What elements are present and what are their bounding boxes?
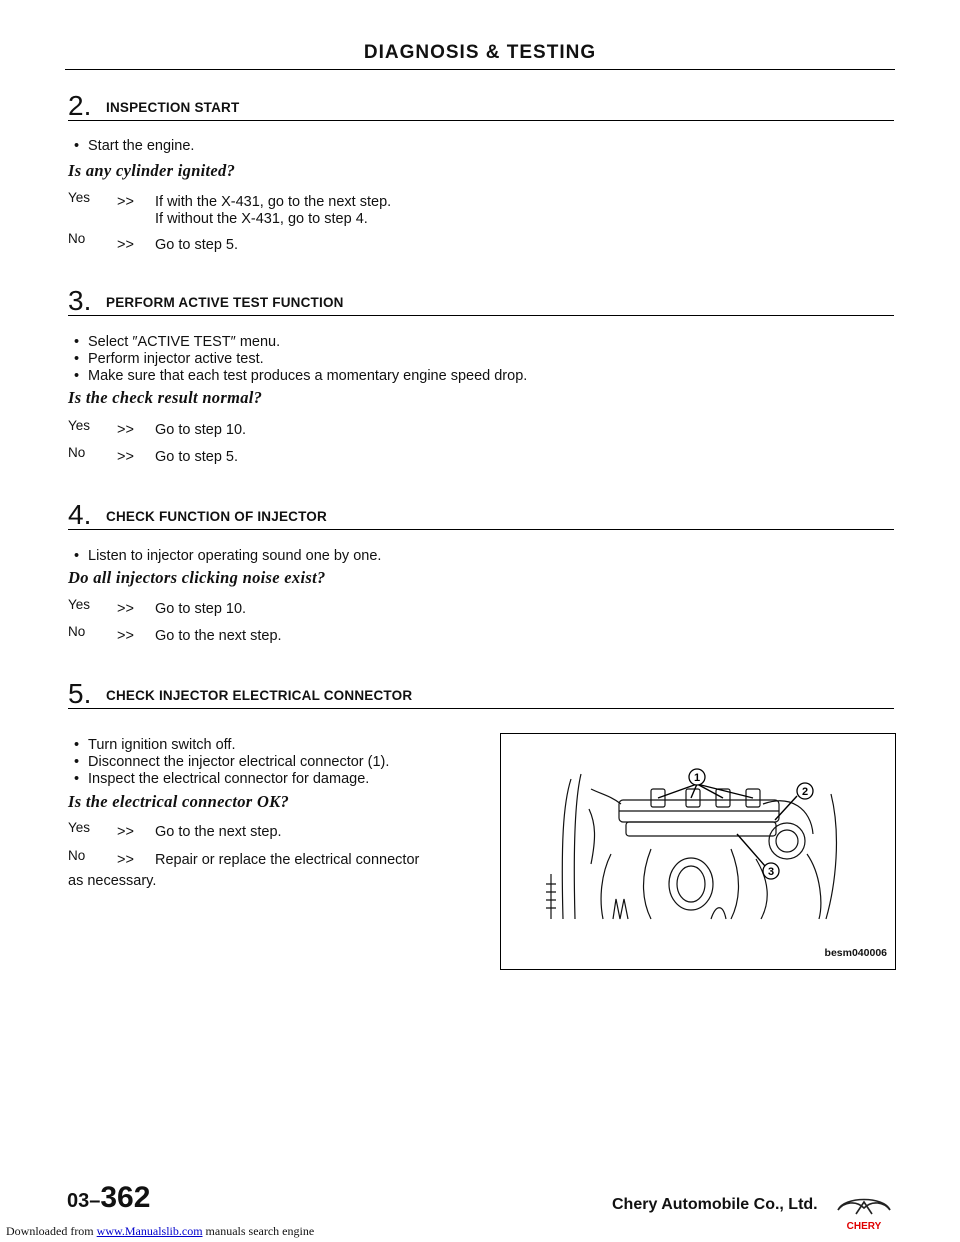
step-3-heading: [68, 285, 894, 316]
step-question: Is the check result normal?: [68, 388, 263, 407]
step-4-heading: [68, 499, 894, 530]
yes-answer: Go to step 10.: [155, 422, 247, 438]
bullet-item: • Perform injector active test.: [74, 351, 264, 367]
figure-caption: besm040006: [824, 947, 887, 959]
step-title: PERFORM ACTIVE TEST FUNCTION: [106, 295, 344, 310]
arrow-symbol: >>: [117, 237, 134, 253]
step-title: INSPECTION START: [106, 100, 240, 115]
arrow-symbol: >>: [117, 422, 134, 438]
no-answer: Go to step 5.: [155, 449, 239, 465]
page-number: [67, 1181, 150, 1215]
bullet-item: • Select ″ACTIVE TEST″ menu.: [74, 334, 281, 350]
no-answer: Go to step 5.: [155, 237, 239, 253]
page-header-title: DIAGNOSIS & TESTING: [363, 42, 597, 63]
no-label: No: [68, 231, 86, 246]
step-number: 5.: [68, 678, 92, 709]
yes-label: Yes: [68, 190, 91, 205]
no-answer: Repair or replace the electrical connector: [155, 852, 420, 868]
step-5-heading: [68, 678, 894, 709]
chery-logo-icon: [832, 1192, 896, 1232]
no-label: No: [68, 848, 86, 863]
no-answer: Go to the next step.: [155, 628, 282, 644]
step-2-heading: [68, 90, 894, 121]
callout-2-label: 2: [801, 786, 809, 798]
bullet-item: • Make sure that each test produces a momentary engine speed drop.: [74, 368, 528, 384]
no-label: No: [68, 624, 86, 639]
bullet-item: • Inspect the electrical connector for damage.: [74, 771, 370, 787]
step-title: CHECK FUNCTION OF INJECTOR: [106, 509, 327, 524]
arrow-symbol: >>: [117, 601, 134, 617]
yes-answer-line2: If without the X-431, go to step 4.: [155, 211, 368, 227]
chery-logo: [832, 1192, 896, 1232]
logo-wordmark: CHERY: [846, 1221, 882, 1232]
bullet-item: • Turn ignition switch off.: [74, 737, 236, 753]
callout-3-label: 3: [767, 866, 775, 878]
arrow-symbol: >>: [117, 824, 134, 840]
manualslib-link[interactable]: www.Manualslib.com: [96, 1224, 203, 1238]
step-number: 3.: [68, 285, 92, 316]
step-number: 2.: [68, 90, 92, 121]
no-answer-continued: as necessary.: [68, 873, 157, 889]
step-title: CHECK INJECTOR ELECTRICAL CONNECTOR: [106, 688, 413, 703]
yes-answer: Go to the next step.: [155, 824, 282, 840]
step-number: 4.: [68, 499, 92, 530]
yes-answer: Go to step 10.: [155, 601, 247, 617]
arrow-symbol: >>: [117, 852, 134, 868]
download-notice: Downloaded from www.Manualslib.com manuals search engine: [6, 1224, 315, 1238]
step-question: Do all injectors clicking noise exist?: [68, 568, 326, 587]
header-rule: [65, 69, 895, 70]
bullet-item: • Disconnect the injector electrical connector (1).: [74, 754, 390, 770]
engine-figure: [500, 733, 896, 970]
engine-illustration: [501, 734, 895, 969]
yes-label: Yes: [68, 597, 91, 612]
bullet-item: • Start the engine.: [74, 138, 195, 154]
callout-1-label: 1: [693, 772, 701, 784]
arrow-symbol: >>: [117, 628, 134, 644]
bullet-item: • Listen to injector operating sound one by one.: [74, 548, 382, 564]
step-question: Is any cylinder ignited?: [68, 161, 236, 180]
section-number: 03–: [67, 1190, 101, 1212]
arrow-symbol: >>: [117, 449, 134, 465]
yes-label: Yes: [68, 418, 91, 433]
yes-label: Yes: [68, 820, 91, 835]
company-name: Chery Automobile Co., Ltd.: [612, 1196, 818, 1213]
no-label: No: [68, 445, 86, 460]
step-question: Is the electrical connector OK?: [68, 792, 290, 811]
yes-answer-line1: If with the X-431, go to the next step.: [155, 194, 392, 210]
arrow-symbol: >>: [117, 194, 134, 210]
page-number-value: 362: [100, 1181, 151, 1214]
